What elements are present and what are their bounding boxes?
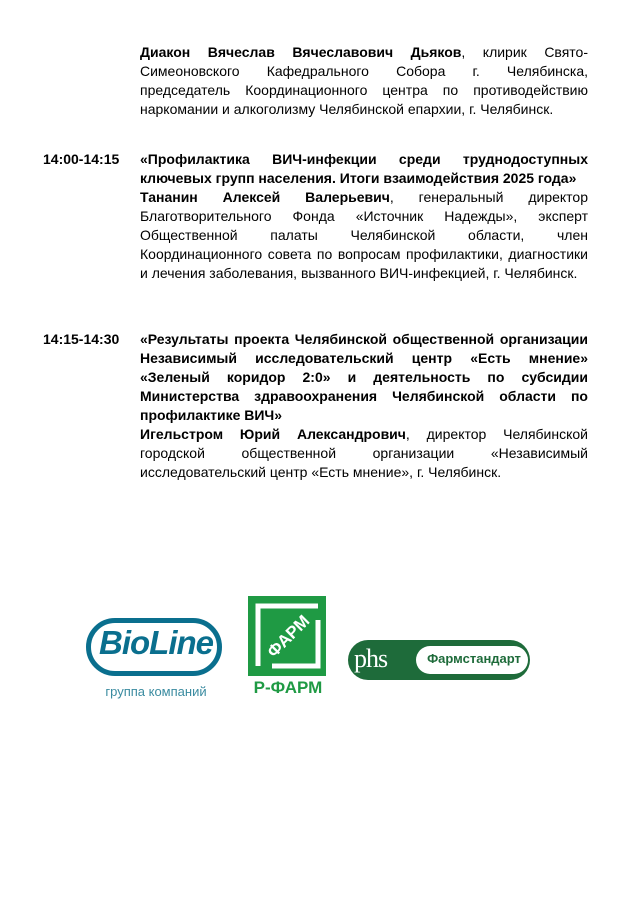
- speaker-description: , директор Челябинской городской общественной организации «Независимый исследовательский центр «Есть мнение», г. Челябинск.: [140, 426, 588, 480]
- entry-content: [140, 43, 588, 119]
- rpharm-wordmark: Р-ФАРМ: [253, 678, 323, 697]
- pharmstandard-logo: [348, 640, 532, 682]
- bioline-logo: [86, 618, 226, 704]
- entry-content: [140, 330, 588, 482]
- pharmstandard-mark: phs: [354, 644, 388, 673]
- speaker-description: , генеральный директор Благотворительного Фонда «Источник Надежды», эксперт Общественной палаты Челябинской области, член Координационного совета по вопросам профилактики, диагностики и лечения заболевания, вызванного ВИЧ-инфекцией, г. Челябинск.: [140, 189, 588, 281]
- speaker-description: , клирик Свято-Симеоновского Кафедрального Собора г. Челябинска, председатель Координационного центра по противодействию наркомании и алкоголизму Челябинской епархии, г. Челябинск.: [140, 44, 588, 117]
- speaker-paragraph: [140, 425, 588, 482]
- rpharm-emblem-icon: [248, 596, 326, 676]
- talk-title: «Результаты проекта Челябинской общественной организации Независимый исследовательский центр «Есть мнение» «Зеленый коридор 2:0» и деятельность по субсидии Министерства здравоохранения Челябинской области по профилактике ВИЧ»: [140, 331, 588, 423]
- entry-time: 14:00-14:15: [43, 151, 120, 167]
- rpharm-mark-text: ФАРМ: [263, 611, 314, 662]
- pharmstandard-wordmark: Фармстандарт: [427, 651, 521, 666]
- speaker-paragraph: [140, 188, 588, 283]
- speaker-paragraph: [140, 43, 588, 119]
- entry-content: [140, 150, 588, 283]
- speaker-name: Диакон Вячеслав Вячеславович Дьяков: [140, 44, 462, 60]
- talk-title: «Профилактика ВИЧ-инфекции среди труднодоступных ключевых групп населения. Итоги взаимодействия 2025 года»: [140, 151, 588, 186]
- speaker-name: Тананин Алексей Валерьевич: [140, 189, 390, 205]
- bioline-caption: группа компаний: [105, 684, 207, 699]
- speaker-name: Игельстром Юрий Александрович: [140, 426, 406, 442]
- rpharm-mark-icon: [248, 596, 326, 676]
- entry-time: 14:15-14:30: [43, 331, 120, 347]
- bioline-wordmark: BioLine: [99, 624, 213, 661]
- rpharm-logo: [246, 596, 330, 704]
